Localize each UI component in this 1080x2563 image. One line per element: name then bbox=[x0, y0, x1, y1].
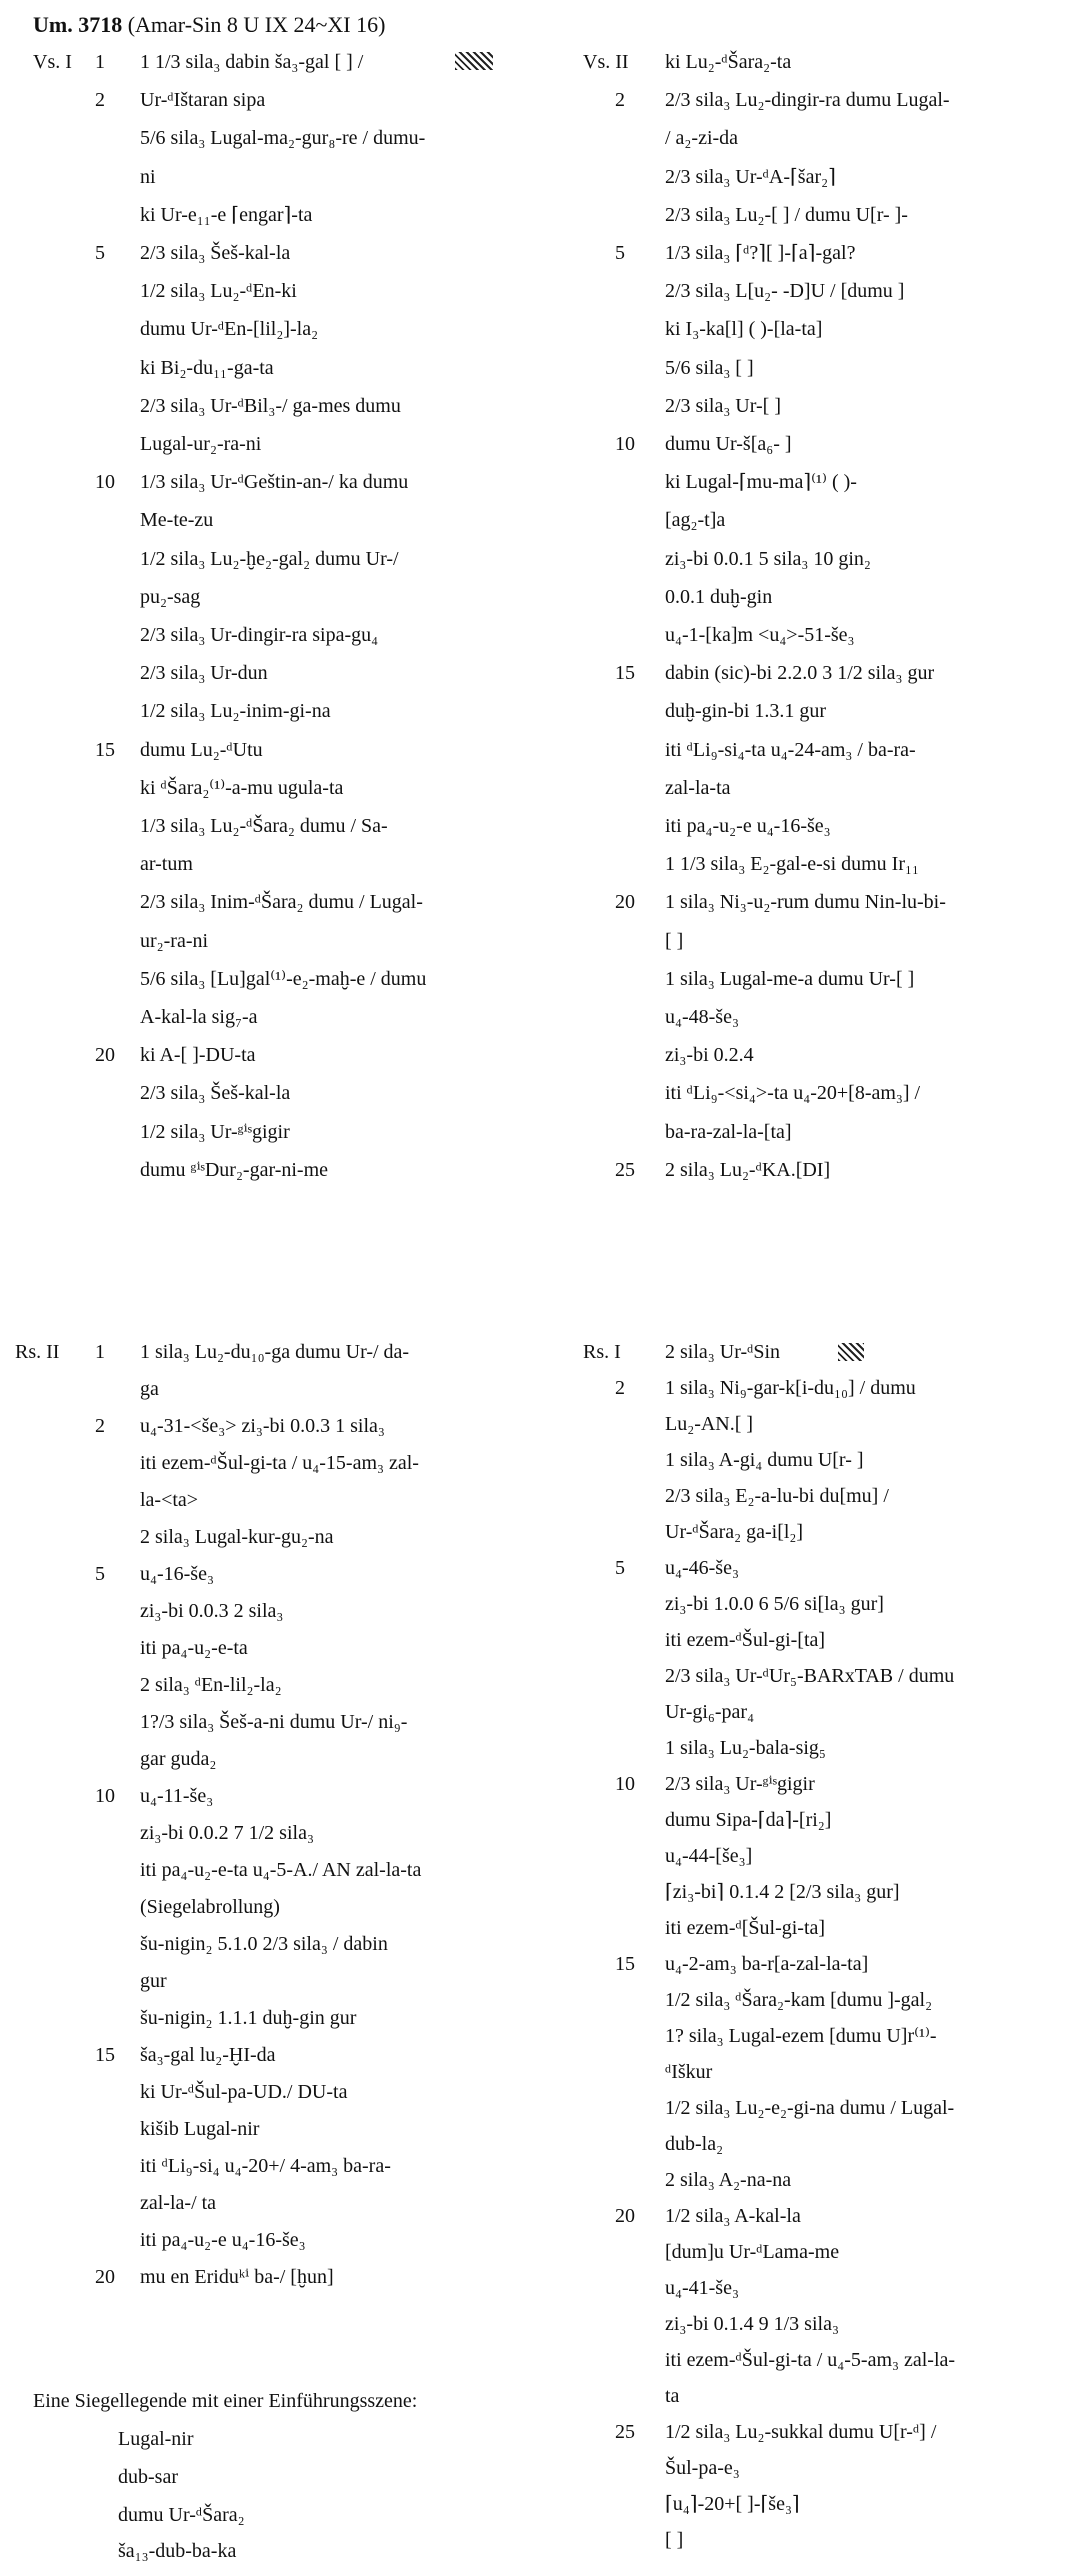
transliteration-line: 0.0.1 duḫ-gin bbox=[665, 586, 773, 608]
transliteration-line: 2 sila₃ Ur-ᵈSin bbox=[665, 1341, 781, 1363]
transliteration-line: (Siegelabrollung) bbox=[140, 1896, 280, 1918]
transliteration-line: gar guda₂ bbox=[140, 1748, 217, 1770]
column-label: Rs. I bbox=[583, 1341, 621, 1363]
line-number: 20 bbox=[95, 2266, 115, 2288]
transliteration-line: u₄-1-[ka]m <u₄>-51-še₃ bbox=[665, 624, 855, 646]
transliteration-line: 1 1/3 sila₃ dabin ša₃-gal [ ] / bbox=[140, 51, 364, 73]
transliteration-line: 2/3 sila₃ Ur-ᵈBil₃-/ ga-mes dumu bbox=[140, 395, 401, 417]
line-number: 10 bbox=[615, 433, 635, 455]
transliteration-line: / a₂-zi-da bbox=[665, 127, 739, 149]
transliteration-line: dumu Sipa-⌈da⌉-[ri₂] bbox=[665, 1809, 832, 1831]
transliteration-line: Lugal-ur₂-ra-ni bbox=[140, 433, 262, 455]
transliteration-line: 2/3 sila₃ Ur-dun bbox=[140, 662, 268, 684]
transliteration-line: la-<ta> bbox=[140, 1489, 199, 1511]
transliteration-line: 1/2 sila₃ Lu₂-ḫe₂-gal₂ dumu Ur-/ bbox=[140, 548, 399, 570]
transliteration-line: pu₂-sag bbox=[140, 586, 201, 608]
transliteration-line: zi₃-bi 0.0.3 2 sila₃ bbox=[140, 1600, 284, 1622]
transliteration-line: ki ᵈŠara₂⁽¹⁾-a-mu ugula-ta bbox=[140, 777, 344, 799]
transliteration-line: dumu ᵍⁱˢDur₂-gar-ni-me bbox=[140, 1159, 329, 1181]
transliteration-line: Ur-ᵈŠara₂ ga-i[l₂] bbox=[665, 1521, 804, 1543]
transliteration-line: dumu Ur-š[a₆- ] bbox=[665, 433, 792, 455]
transliteration-line: u₄-44-[še₃] bbox=[665, 1845, 753, 1867]
line-number: 25 bbox=[615, 1159, 635, 1181]
transliteration-line: Lu₂-AN.[ ] bbox=[665, 1413, 754, 1435]
line-number: 2 bbox=[95, 89, 105, 111]
transliteration-line: 5/6 sila₃ Lugal-ma₂-gur₈-re / dumu- bbox=[140, 127, 426, 149]
transliteration-line: 2 sila₃ Lu₂-ᵈKA.[DI] bbox=[665, 1159, 831, 1181]
line-number: 15 bbox=[615, 662, 635, 684]
transliteration-line: Šul-pa-e₃ bbox=[665, 2457, 740, 2479]
transliteration-line: 1/2 sila₃ A-kal-la bbox=[665, 2205, 801, 2227]
transliteration-line: 1 sila₃ Ni₃-u₂-rum dumu Nin-lu-bi- bbox=[665, 891, 946, 913]
transliteration-line: ta bbox=[665, 2385, 680, 2407]
line-number: 2 bbox=[615, 89, 625, 111]
line-number: 5 bbox=[615, 242, 625, 264]
transliteration-line: ki I₃-ka[l] ( )-[la-ta] bbox=[665, 318, 823, 340]
transliteration-line: ⌈zi₃-bi⌉ 0.1.4 2 [2/3 sila₃ gur] bbox=[665, 1881, 900, 1903]
transliteration-line: 1 sila₃ Ni₉-gar-k[i-du₁₀] / dumu bbox=[665, 1377, 916, 1399]
transliteration-line: iti ezem-ᵈŠul-gi-ta / u₄-5-am₃ zal-la- bbox=[665, 2349, 956, 2371]
column-label: Vs. I bbox=[33, 51, 72, 73]
transliteration-line: iti ezem-ᵈŠul-gi-[ta] bbox=[665, 1629, 826, 1651]
line-number: 15 bbox=[615, 1953, 635, 1975]
transliteration-line: zi₃-bi 0.2.4 bbox=[665, 1044, 754, 1066]
transliteration-line: 2/3 sila₃ Ur-ᵈUr₅-BARxTAB / dumu bbox=[665, 1665, 955, 1687]
transliteration-line: 2/3 sila₃ L[u₂- -D]U / [dumu ] bbox=[665, 280, 905, 302]
column-label: Rs. II bbox=[15, 1341, 60, 1363]
transliteration-line: iti ᵈLi₉-<si₄>-ta u₄-20+[8-am₃] / bbox=[665, 1082, 921, 1104]
transliteration-line: 2/3 sila₃ Ur-dingir-ra sipa-gu₄ bbox=[140, 624, 379, 646]
line-number: 10 bbox=[615, 1773, 635, 1795]
transliteration-line: 2/3 sila₃ Ur-ᵈA-⌈šar₂⌉ bbox=[665, 166, 836, 188]
line-number: 1 bbox=[95, 51, 105, 73]
transliteration-line: 1/3 sila₃ ⌈ᵈ?⌉[ ]-⌈a⌉-gal? bbox=[665, 242, 856, 264]
line-number: 5 bbox=[95, 1563, 105, 1585]
transliteration-line: 1/3 sila₃ Lu₂-ᵈŠara₂ dumu / Sa- bbox=[140, 815, 388, 837]
transliteration-line: u₄-11-še₃ bbox=[140, 1785, 214, 1807]
transliteration-line: šu-nigin₂ 1.1.1 duḫ-gin gur bbox=[140, 2007, 357, 2029]
transliteration-line: zi₃-bi 0.0.2 7 1/2 sila₃ bbox=[140, 1822, 314, 1844]
line-number: 2 bbox=[95, 1415, 105, 1437]
transliteration-line: zi₃-bi 0.1.4 9 1/3 sila₃ bbox=[665, 2313, 839, 2335]
transliteration-line: zal-la-/ ta bbox=[140, 2192, 217, 2214]
transliteration-line: Me-te-zu bbox=[140, 509, 214, 531]
transliteration-line: 2/3 sila₃ Ur-ᵍⁱˢgigir bbox=[665, 1773, 815, 1795]
line-number: 20 bbox=[95, 1044, 115, 1066]
transliteration-line: Ur-gi₆-par₄ bbox=[665, 1701, 755, 1723]
line-number: 15 bbox=[95, 739, 115, 761]
line-number: 15 bbox=[95, 2044, 115, 2066]
transliteration-line: 1?/3 sila₃ Šeš-a-ni dumu Ur-/ ni₉- bbox=[140, 1711, 408, 1733]
tablet-header bbox=[33, 12, 385, 38]
transliteration-line: 1/2 sila₃ Lu₂-e₂-gi-na dumu / Lugal- bbox=[665, 2097, 955, 2119]
damage-hatch bbox=[838, 1343, 864, 1361]
transliteration-line: dumu Ur-ᵈEn-[lil₂]-la₂ bbox=[140, 318, 319, 340]
transliteration-line: ur₂-ra-ni bbox=[140, 930, 209, 952]
line-number: 20 bbox=[615, 891, 635, 913]
transliteration-line: 2/3 sila₃ Lu₂-[ ] / dumu U[r- ]- bbox=[665, 204, 908, 226]
transliteration-line: u₄-16-še₃ bbox=[140, 1563, 214, 1585]
transliteration-line: iti ezem-ᵈ[Šul-gi-ta] bbox=[665, 1917, 826, 1939]
transliteration-line: kišib Lugal-nir bbox=[140, 2118, 260, 2140]
transliteration-line: ki Lugal-⌈mu-ma⌉⁽¹⁾ ( )- bbox=[665, 471, 857, 493]
line-number: 25 bbox=[615, 2421, 635, 2443]
tablet-date: (Amar-Sin 8 U IX 24~XI 16) bbox=[127, 12, 386, 37]
transliteration-line: 1/2 sila₃ Ur-ᵍⁱˢgigir bbox=[140, 1121, 290, 1143]
transliteration-line: [ag₂-t]a bbox=[665, 509, 726, 531]
transliteration-line: 1 sila₃ Lu₂-du₁₀-ga dumu Ur-/ da- bbox=[140, 1341, 410, 1363]
seal-legend-title: Eine Siegellegende mit einer Einführungsszene: bbox=[33, 2390, 418, 2412]
transliteration-line: 1/2 sila₃ Lu₂-ᵈEn-ki bbox=[140, 280, 297, 302]
transliteration-line: 2/3 sila₃ Šeš-kal-la bbox=[140, 1082, 291, 1104]
transliteration-line: 5/6 sila₃ [ ] bbox=[665, 357, 754, 379]
transliteration-line: 1/2 sila₃ Lu₂-inim-gi-na bbox=[140, 700, 331, 722]
transliteration-line: iti pa₄-u₂-e u₄-16-še₃ bbox=[140, 2229, 306, 2251]
transliteration-line: 1? sila₃ Lugal-ezem [dumu U]r⁽¹⁾- bbox=[665, 2025, 937, 2047]
transliteration-line: ba-ra-zal-la-[ta] bbox=[665, 1121, 792, 1143]
transliteration-line: iti pa₄-u₂-e-ta u₄-5-A./ AN zal-la-ta bbox=[140, 1859, 422, 1881]
transliteration-line: šu-nigin₂ 5.1.0 2/3 sila₃ / dabin bbox=[140, 1933, 388, 1955]
line-number: 1 bbox=[95, 1341, 105, 1363]
transliteration-line: 2 sila₃ ᵈEn-lil₂-la₂ bbox=[140, 1674, 282, 1696]
transliteration-line: u₄-48-še₃ bbox=[665, 1006, 739, 1028]
transliteration-line: duḫ-gin-bi 1.3.1 gur bbox=[665, 700, 827, 722]
transliteration-line: 2/3 sila₃ E₂-a-lu-bi du[mu] / bbox=[665, 1485, 889, 1507]
transliteration-line: ga bbox=[140, 1378, 159, 1400]
transliteration-line: iti pa₄-u₂-e u₄-16-še₃ bbox=[665, 815, 831, 837]
transliteration-line: dub-la₂ bbox=[665, 2133, 724, 2155]
transliteration-line: iti ᵈLi₉-si₄-ta u₄-24-am₃ / ba-ra- bbox=[665, 739, 916, 761]
tablet-number: Um. 3718 bbox=[33, 12, 123, 37]
transliteration-line: 1/2 sila₃ ᵈŠara₂-kam [dumu ]-gal₂ bbox=[665, 1989, 933, 2011]
transliteration-line: dabin (sic)-bi 2.2.0 3 1/2 sila₃ gur bbox=[665, 662, 935, 684]
transliteration-line: Ur-ᵈIštaran sipa bbox=[140, 89, 266, 111]
transliteration-line: 1/3 sila₃ Ur-ᵈGeštin-an-/ ka dumu bbox=[140, 471, 409, 493]
transliteration-line: [ ] bbox=[665, 2529, 684, 2551]
transliteration-line: 2/3 sila₃ Inim-ᵈŠara₂ dumu / Lugal- bbox=[140, 891, 423, 913]
transliteration-line: 2/3 sila₃ Šeš-kal-la bbox=[140, 242, 291, 264]
transliteration-line: 1/2 sila₃ Lu₂-sukkal dumu U[r-ᵈ] / bbox=[665, 2421, 937, 2443]
transliteration-line: zal-la-ta bbox=[665, 777, 731, 799]
transliteration-line: ki Bi₂-du₁₁-ga-ta bbox=[140, 357, 274, 379]
transliteration-line: gur bbox=[140, 1970, 167, 1992]
transliteration-line: 5/6 sila₃ [Lu]gal⁽¹⁾-e₂-maḫ-e / dumu bbox=[140, 968, 427, 990]
line-number: 10 bbox=[95, 471, 115, 493]
line-number: 5 bbox=[95, 242, 105, 264]
transliteration-line: ᵈIškur bbox=[665, 2061, 713, 2083]
transliteration-line: u₄-2-am₃ ba-r[a-zal-la-ta] bbox=[665, 1953, 869, 1975]
line-number: 20 bbox=[615, 2205, 635, 2227]
transliteration-line: ni bbox=[140, 166, 156, 188]
seal-line: dub-sar bbox=[118, 2466, 178, 2488]
transliteration-line: zi₃-bi 0.0.1 5 sila₃ 10 gin₂ bbox=[665, 548, 871, 570]
transliteration-line: A-kal-la sig₇-a bbox=[140, 1006, 258, 1028]
transliteration-line: 1 sila₃ Lugal-me-a dumu Ur-[ ] bbox=[665, 968, 915, 990]
transliteration-line: ki Ur-e₁₁-e ⌈engar⌉-ta bbox=[140, 204, 313, 226]
transliteration-line: 2 sila₃ Lugal-kur-gu₂-na bbox=[140, 1526, 334, 1548]
seal-line: ša₁₃-dub-ba-ka bbox=[118, 2540, 237, 2562]
transliteration-line: u₄-31-<še₃> zi₃-bi 0.0.3 1 sila₃ bbox=[140, 1415, 385, 1437]
transliteration-line: 1 1/3 sila₃ E₂-gal-e-si dumu Ir₁₁ bbox=[665, 853, 919, 875]
transliteration-line: 2/3 sila₃ Lu₂-dingir-ra dumu Lugal- bbox=[665, 89, 950, 111]
seal-line: dumu Ur-ᵈŠara₂ bbox=[118, 2504, 245, 2526]
transliteration-line: dumu Lu₂-ᵈUtu bbox=[140, 739, 263, 761]
transliteration-line: zi₃-bi 1.0.0 6 5/6 si[la₃ gur] bbox=[665, 1593, 884, 1615]
transliteration-line: [ ] bbox=[665, 930, 684, 952]
transliteration-line: 2/3 sila₃ Ur-[ ] bbox=[665, 395, 781, 417]
transliteration-line: iti pa₄-u₂-e-ta bbox=[140, 1637, 248, 1659]
transliteration-line: u₄-46-še₃ bbox=[665, 1557, 739, 1579]
seal-line: Lugal-nir bbox=[118, 2428, 194, 2450]
transliteration-line: ki Ur-ᵈŠul-pa-UD./ DU-ta bbox=[140, 2081, 348, 2103]
transliteration-line: ki Lu₂-ᵈŠara₂-ta bbox=[665, 51, 792, 73]
transliteration-line: 1 sila₃ Lu₂-bala-sig₅ bbox=[665, 1737, 826, 1759]
transliteration-line: ki A-[ ]-DU-ta bbox=[140, 1044, 256, 1066]
transliteration-line: u₄-41-še₃ bbox=[665, 2277, 739, 2299]
line-number: 5 bbox=[615, 1557, 625, 1579]
transliteration-line: iti ᵈLi₉-si₄ u₄-20+/ 4-am₃ ba-ra- bbox=[140, 2155, 391, 2177]
transliteration-line: ⌈u₄⌉-20+[ ]-⌈še₃⌉ bbox=[665, 2493, 800, 2515]
column-label: Vs. II bbox=[583, 51, 629, 73]
damage-hatch bbox=[455, 52, 493, 70]
transliteration-line: iti ezem-ᵈŠul-gi-ta / u₄-15-am₃ zal- bbox=[140, 1452, 419, 1474]
transliteration-line: 1 sila₃ A-gi₄ dumu U[r- ] bbox=[665, 1449, 864, 1471]
transliteration-line: 2 sila₃ A₂-na-na bbox=[665, 2169, 792, 2191]
line-number: 10 bbox=[95, 1785, 115, 1807]
transliteration-line: ša₃-gal lu₂-ḪI-da bbox=[140, 2044, 276, 2066]
transliteration-line: [dum]u Ur-ᵈLama-me bbox=[665, 2241, 840, 2263]
transliteration-line: ar-tum bbox=[140, 853, 193, 875]
line-number: 2 bbox=[615, 1377, 625, 1399]
transliteration-line: mu en Eriduᵏⁱ ba-/ [ḫun] bbox=[140, 2266, 334, 2288]
